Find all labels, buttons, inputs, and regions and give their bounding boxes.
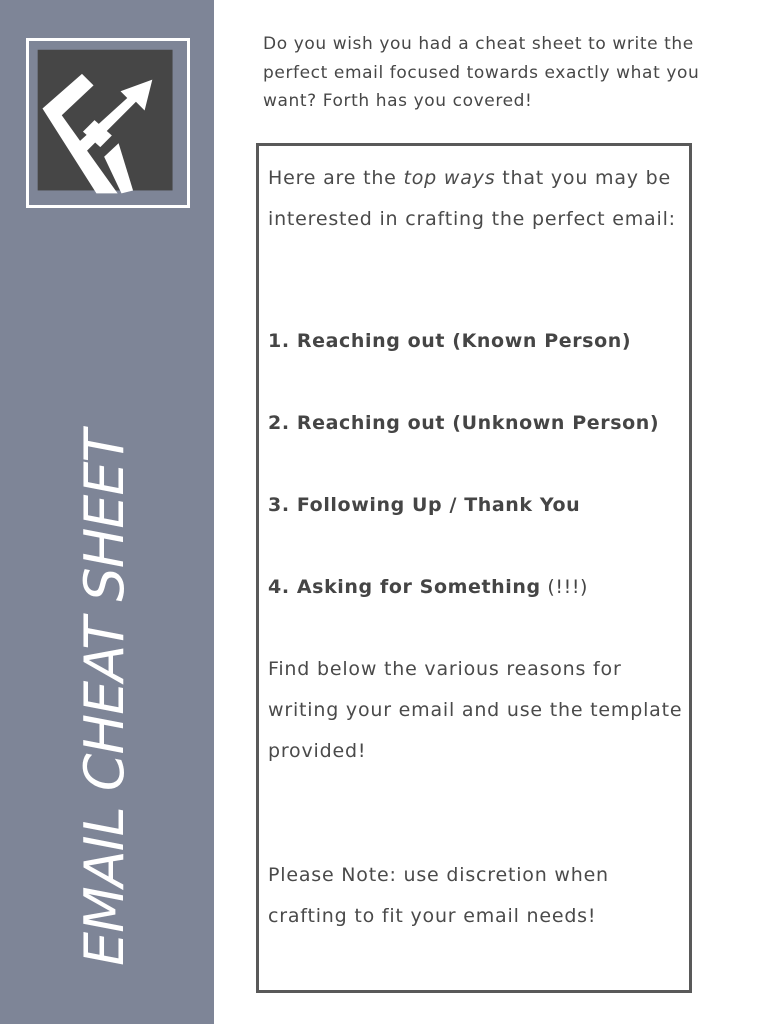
lead-emphasis: top ways bbox=[403, 167, 496, 189]
forth-logo-icon bbox=[29, 41, 187, 205]
list-item bbox=[268, 567, 588, 608]
list-item bbox=[268, 403, 659, 444]
lead-text-start: Here are the bbox=[268, 167, 404, 189]
list-item-label: 3. Following Up / Thank You bbox=[268, 494, 581, 516]
list-item bbox=[268, 321, 631, 362]
lead-paragraph bbox=[268, 158, 683, 240]
find-below-paragraph: Find below the various reasons for writing your email and use the template provided! bbox=[268, 658, 683, 762]
list-item-suffix: (!!!) bbox=[540, 576, 589, 598]
list-item-label: 4. Asking for Something bbox=[268, 576, 541, 598]
list-item-label: 2. Reaching out (Unknown Person) bbox=[268, 412, 660, 434]
lead-text-end: that you may be interested in crafting the perfect email: bbox=[268, 167, 676, 230]
intro-text: Do you wish you had a cheat sheet to write the perfect email focused towards exactly what you want? Forth has you covered! bbox=[263, 34, 700, 111]
list-item bbox=[268, 485, 580, 526]
sidebar-title: EMAIL CHEAT SHEET bbox=[73, 430, 136, 966]
forth-logo bbox=[26, 38, 190, 208]
note-paragraph: Please Note: use discretion when crafting to fit your email needs! bbox=[268, 864, 609, 927]
list-item-label: 1. Reaching out (Known Person) bbox=[268, 330, 632, 352]
sidebar bbox=[0, 0, 214, 1024]
content-box bbox=[256, 143, 692, 993]
